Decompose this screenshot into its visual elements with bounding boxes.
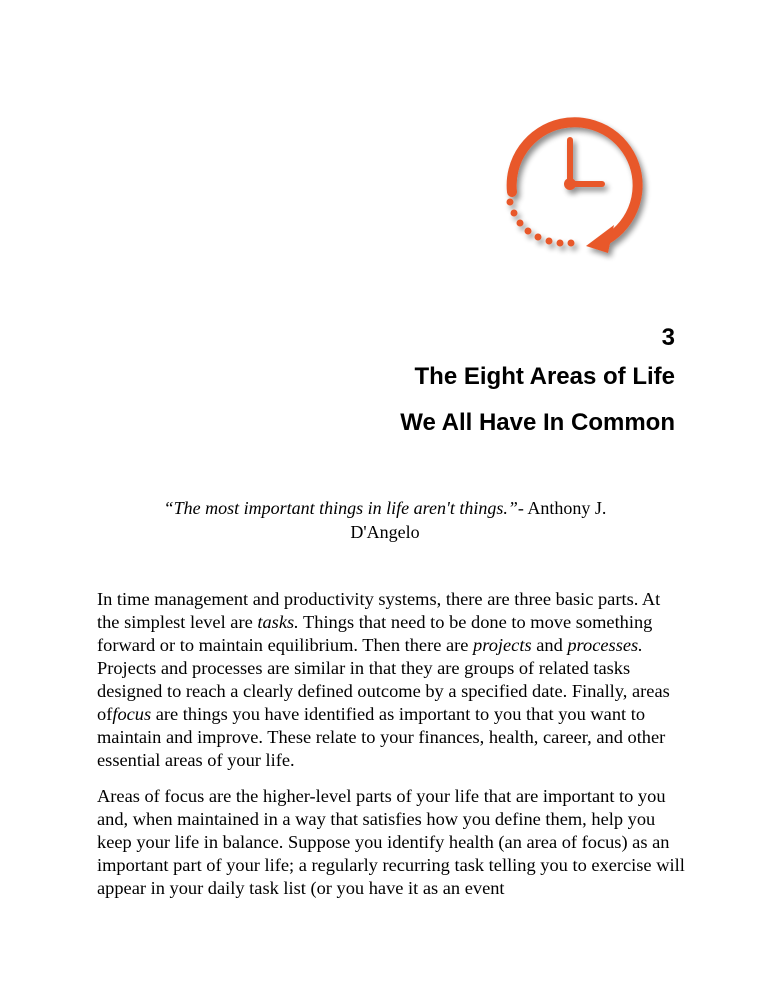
chapter-title-line-2: We All Have In Common [400, 409, 675, 436]
term-projects: projects [473, 635, 532, 655]
paragraph-2: Areas of focus are the higher-level parts of your life that are important to you and, when maintained in a way that satisfies how you define them, help you keep your life in balance. Suppose you identify health (an area of focus) as an important part of your life; a regularly recurring task telling you to exercise will appear in your daily task list (or you have it as an event [97, 786, 685, 898]
chapter-number: 3 [661, 324, 675, 351]
chapter-title-line-1: The Eight Areas of Life [414, 363, 675, 390]
paragraph-1-text-b: Things that need to be done to move something forward or to maintain equilibrium. Then there are [97, 612, 653, 655]
paragraph-1-text-a: In time management and productivity systems, there are three basic parts. At the simplest level are [97, 589, 661, 632]
quote-attribution-name: D'Angelo [350, 522, 420, 542]
term-processes: processes. [567, 635, 643, 655]
paragraph-1-text-c: and [531, 635, 568, 655]
paragraph-1 [97, 588, 687, 772]
paragraph-1-text-e: are things you have identified as important to you that you want to maintain and improve. These relate to your finances, health, career, and other essential areas of your life. [97, 704, 666, 770]
chapter-heading [400, 322, 675, 446]
clock-icon [490, 95, 675, 265]
term-focus: focus [112, 704, 152, 724]
quote-attribution: - Anthony J. [517, 498, 607, 518]
term-tasks: tasks. [257, 612, 299, 632]
paragraph-1-text-d: Projects and processes are similar in that they are groups of related tasks designed to reach a clearly defined outcome by a specified date. Finally, areas of [97, 658, 670, 724]
body-text [97, 588, 687, 913]
epigraph-quote [150, 496, 620, 544]
quote-text: “The most important things in life aren't things.” [163, 498, 518, 518]
